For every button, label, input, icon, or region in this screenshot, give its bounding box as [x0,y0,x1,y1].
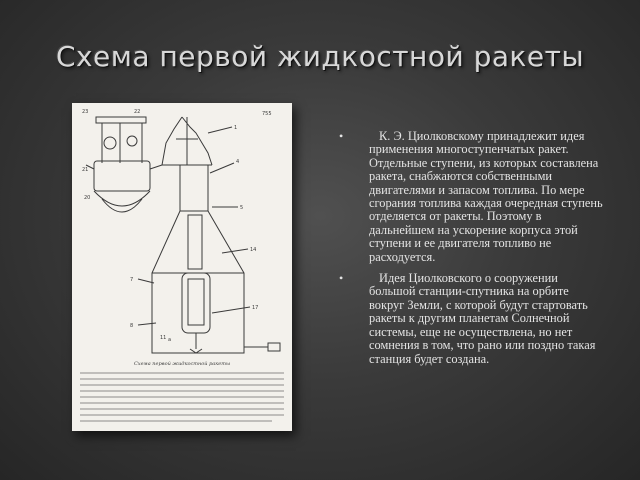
svg-text:20: 20 [84,195,91,201]
svg-text:7: 7 [130,277,134,283]
bullet-item [337,130,605,264]
rocket-scheme-drawing [72,103,292,431]
svg-text:14: 14 [250,247,257,253]
svg-text:8: 8 [130,323,134,329]
svg-text:5: 5 [240,205,244,211]
svg-text:23: 23 [82,109,89,115]
slide-title: Схема первой жидкостной ракеты [55,40,585,73]
svg-text:755: 755 [262,111,272,117]
bullet-text: Идея Циолковского о сооружении большой станции-спутника на орбите вокруг Земли, с которой будут стартовать ракеты к другим планетам Солнечной системы, еще не осуществлена, но нет сомнения в том, что рано или поздно такая станция будет создана. [369,271,596,366]
svg-text:a: a [168,337,172,343]
rocket-scheme-image [72,103,292,431]
content-text [337,130,605,374]
svg-text:4: 4 [236,159,240,165]
bullet-item [337,272,605,366]
bullet-marker: • [339,271,344,286]
svg-text:11: 11 [160,335,167,341]
bullet-marker: • [339,129,344,143]
svg-text:21: 21 [82,167,89,173]
svg-text:22: 22 [134,109,141,115]
svg-text:17: 17 [252,305,259,311]
image-caption: Схема первой жидкостной ракеты [133,361,231,367]
svg-text:1: 1 [234,125,238,131]
bullet-text: К. Э. Циолковскому принадлежит идея применения многоступенчатых ракет. Отдельные ступени, из которых составлена ракета, снабжаются собственными двигателями и запасом топлива. По мере сгорания топлива каждая очередная ступень отделяется от ракеты. Поэтому в дальнейшем на ускорение корпуса этой ступени и ее двигателя топливо не расходуется. [369,129,603,264]
